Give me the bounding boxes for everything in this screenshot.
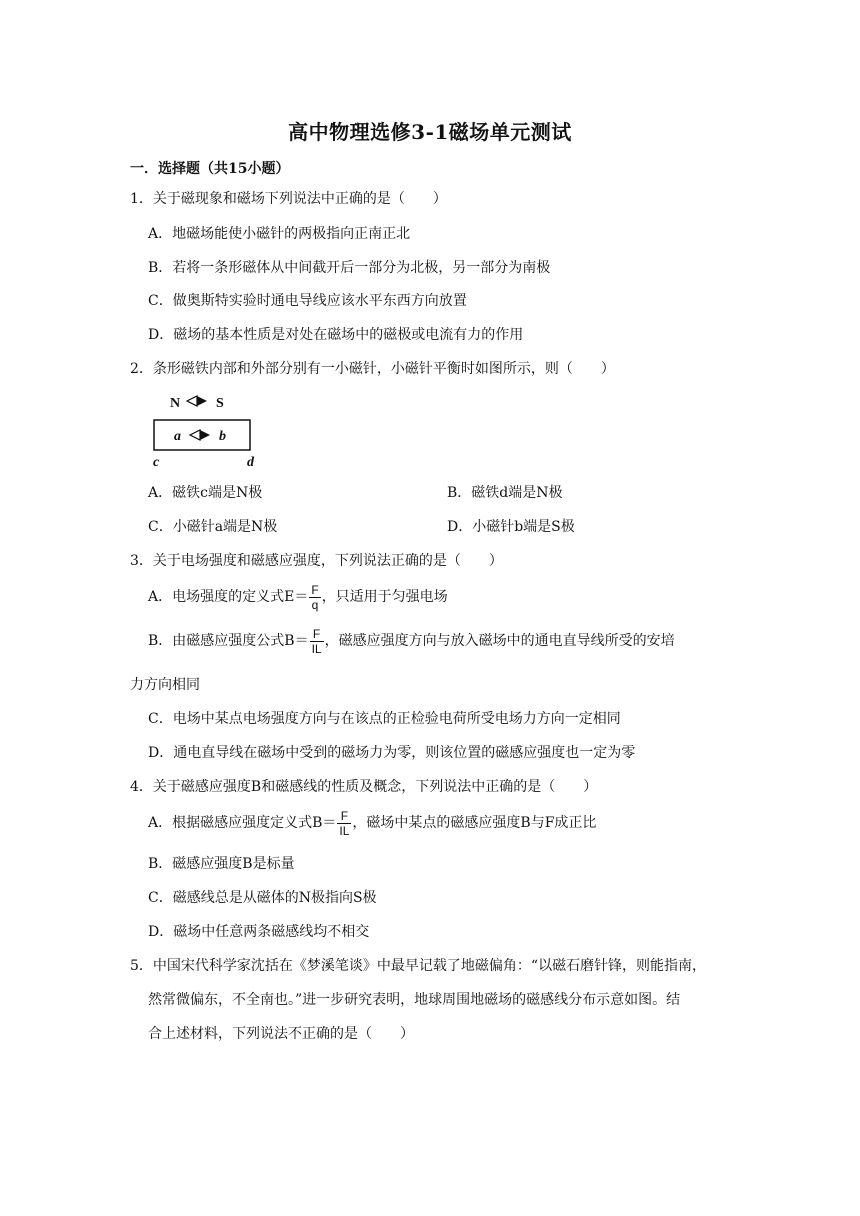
question-2-option-c: C．小磁针a端是N极 bbox=[148, 519, 278, 535]
inner-compass-needle-icon bbox=[190, 430, 210, 440]
option-a-prefix: A．电场强度的定义式E＝ bbox=[148, 589, 309, 605]
question-4-option-c: C．磁感线总是从磁体的N极指向S极 bbox=[148, 890, 377, 906]
question-1-option-c: C．做奥斯特实验时通电导线应该水平东西方向放置 bbox=[148, 293, 467, 309]
fraction-denominator: IL bbox=[339, 823, 350, 838]
fraction-numerator: F bbox=[311, 582, 319, 597]
question-1-option-b: B．若将一条形磁体从中间截开后一部分为北极，另一部分为南极 bbox=[148, 260, 551, 276]
option-a-suffix: ，磁场中某点的磁感应强度B与F成正比 bbox=[352, 815, 597, 831]
question-5-line-3: 合上述材料，下列说法不正确的是（ ） bbox=[148, 1026, 414, 1042]
bar-magnet-figure bbox=[150, 389, 262, 469]
inner-needle-a-label: a bbox=[174, 429, 181, 444]
question-1-option-d: D．磁场的基本性质是对处在磁场中的磁极或电流有力的作用 bbox=[148, 327, 524, 343]
question-3-option-c: C．电场中某点电场强度方向与在该点的正检验电荷所受电场力方向一定相同 bbox=[148, 711, 621, 727]
fraction-denominator: q bbox=[311, 597, 319, 612]
page-title: 高中物理选修3-1磁场单元测试 bbox=[288, 120, 572, 144]
question-2-option-a: A．磁铁c端是N极 bbox=[148, 485, 263, 501]
inner-needle-b-label: b bbox=[219, 429, 226, 444]
option-b-prefix: B．由磁感应强度公式B＝ bbox=[148, 633, 309, 649]
fraction-denominator: IL bbox=[311, 641, 322, 656]
magnet-end-c-label: c bbox=[153, 455, 160, 469]
question-2-option-b: B．磁铁d端是N极 bbox=[447, 485, 563, 501]
question-2-option-d: D．小磁针b端是S极 bbox=[447, 519, 575, 535]
question-3-option-b-continued: 力方向相同 bbox=[130, 677, 200, 693]
outer-compass-needle-icon bbox=[187, 396, 207, 406]
option-a-prefix: A．根据磁感应强度定义式B＝ bbox=[148, 815, 337, 831]
question-4-option-b: B．磁感应强度B是标量 bbox=[148, 856, 295, 872]
question-1-stem: 1．关于磁现象和磁场下列说法中正确的是（ ） bbox=[130, 191, 447, 207]
question-1-option-a: A．地磁场能使小磁针的两极指向正南正北 bbox=[148, 226, 411, 242]
question-2-stem: 2．条形磁铁内部和外部分别有一小磁针，小磁针平衡时如图所示，则（ ） bbox=[130, 361, 615, 377]
fraction-numerator: F bbox=[337, 809, 351, 824]
question-4-option-a bbox=[148, 807, 596, 839]
section-heading: 一．选择题（共15小题） bbox=[130, 161, 290, 177]
question-3-option-d: D．通电直导线在磁场中受到的磁场力为零，则该位置的磁感应强度也一定为零 bbox=[148, 745, 636, 761]
fraction-numerator: F bbox=[310, 627, 324, 642]
outer-needle-s-label: S bbox=[216, 396, 224, 411]
question-3-stem: 3．关于电场强度和磁感应强度，下列说法正确的是（ ） bbox=[130, 553, 503, 569]
option-a-suffix: ，只适用于匀强电场 bbox=[321, 589, 448, 605]
question-5-line-2: 然常微偏东，不全南也。”进一步研究表明，地球周围地磁场的磁感线分布示意如图。结 bbox=[148, 992, 681, 1008]
outer-needle-n-label: N bbox=[170, 396, 181, 411]
question-5-line-1: 5．中国宋代科学家沈括在《梦溪笔谈》中最早记载了地磁偏角：“以磁石磨针锋，则能指南， bbox=[130, 958, 707, 974]
fraction-f-over-il bbox=[310, 627, 324, 656]
magnet-end-d-label: d bbox=[247, 455, 254, 469]
fraction-f-over-il bbox=[337, 809, 351, 838]
option-b-suffix: ，磁感应强度方向与放入磁场中的通电直导线所受的安培 bbox=[324, 633, 675, 649]
fraction-f-over-q bbox=[309, 583, 320, 612]
question-4-option-d: D．磁场中任意两条磁感线均不相交 bbox=[148, 924, 370, 940]
question-3-option-a bbox=[148, 581, 448, 613]
question-4-stem: 4．关于磁感应强度B和磁感线的性质及概念，下列说法中正确的是（ ） bbox=[130, 779, 598, 795]
question-3-option-b bbox=[148, 625, 675, 657]
